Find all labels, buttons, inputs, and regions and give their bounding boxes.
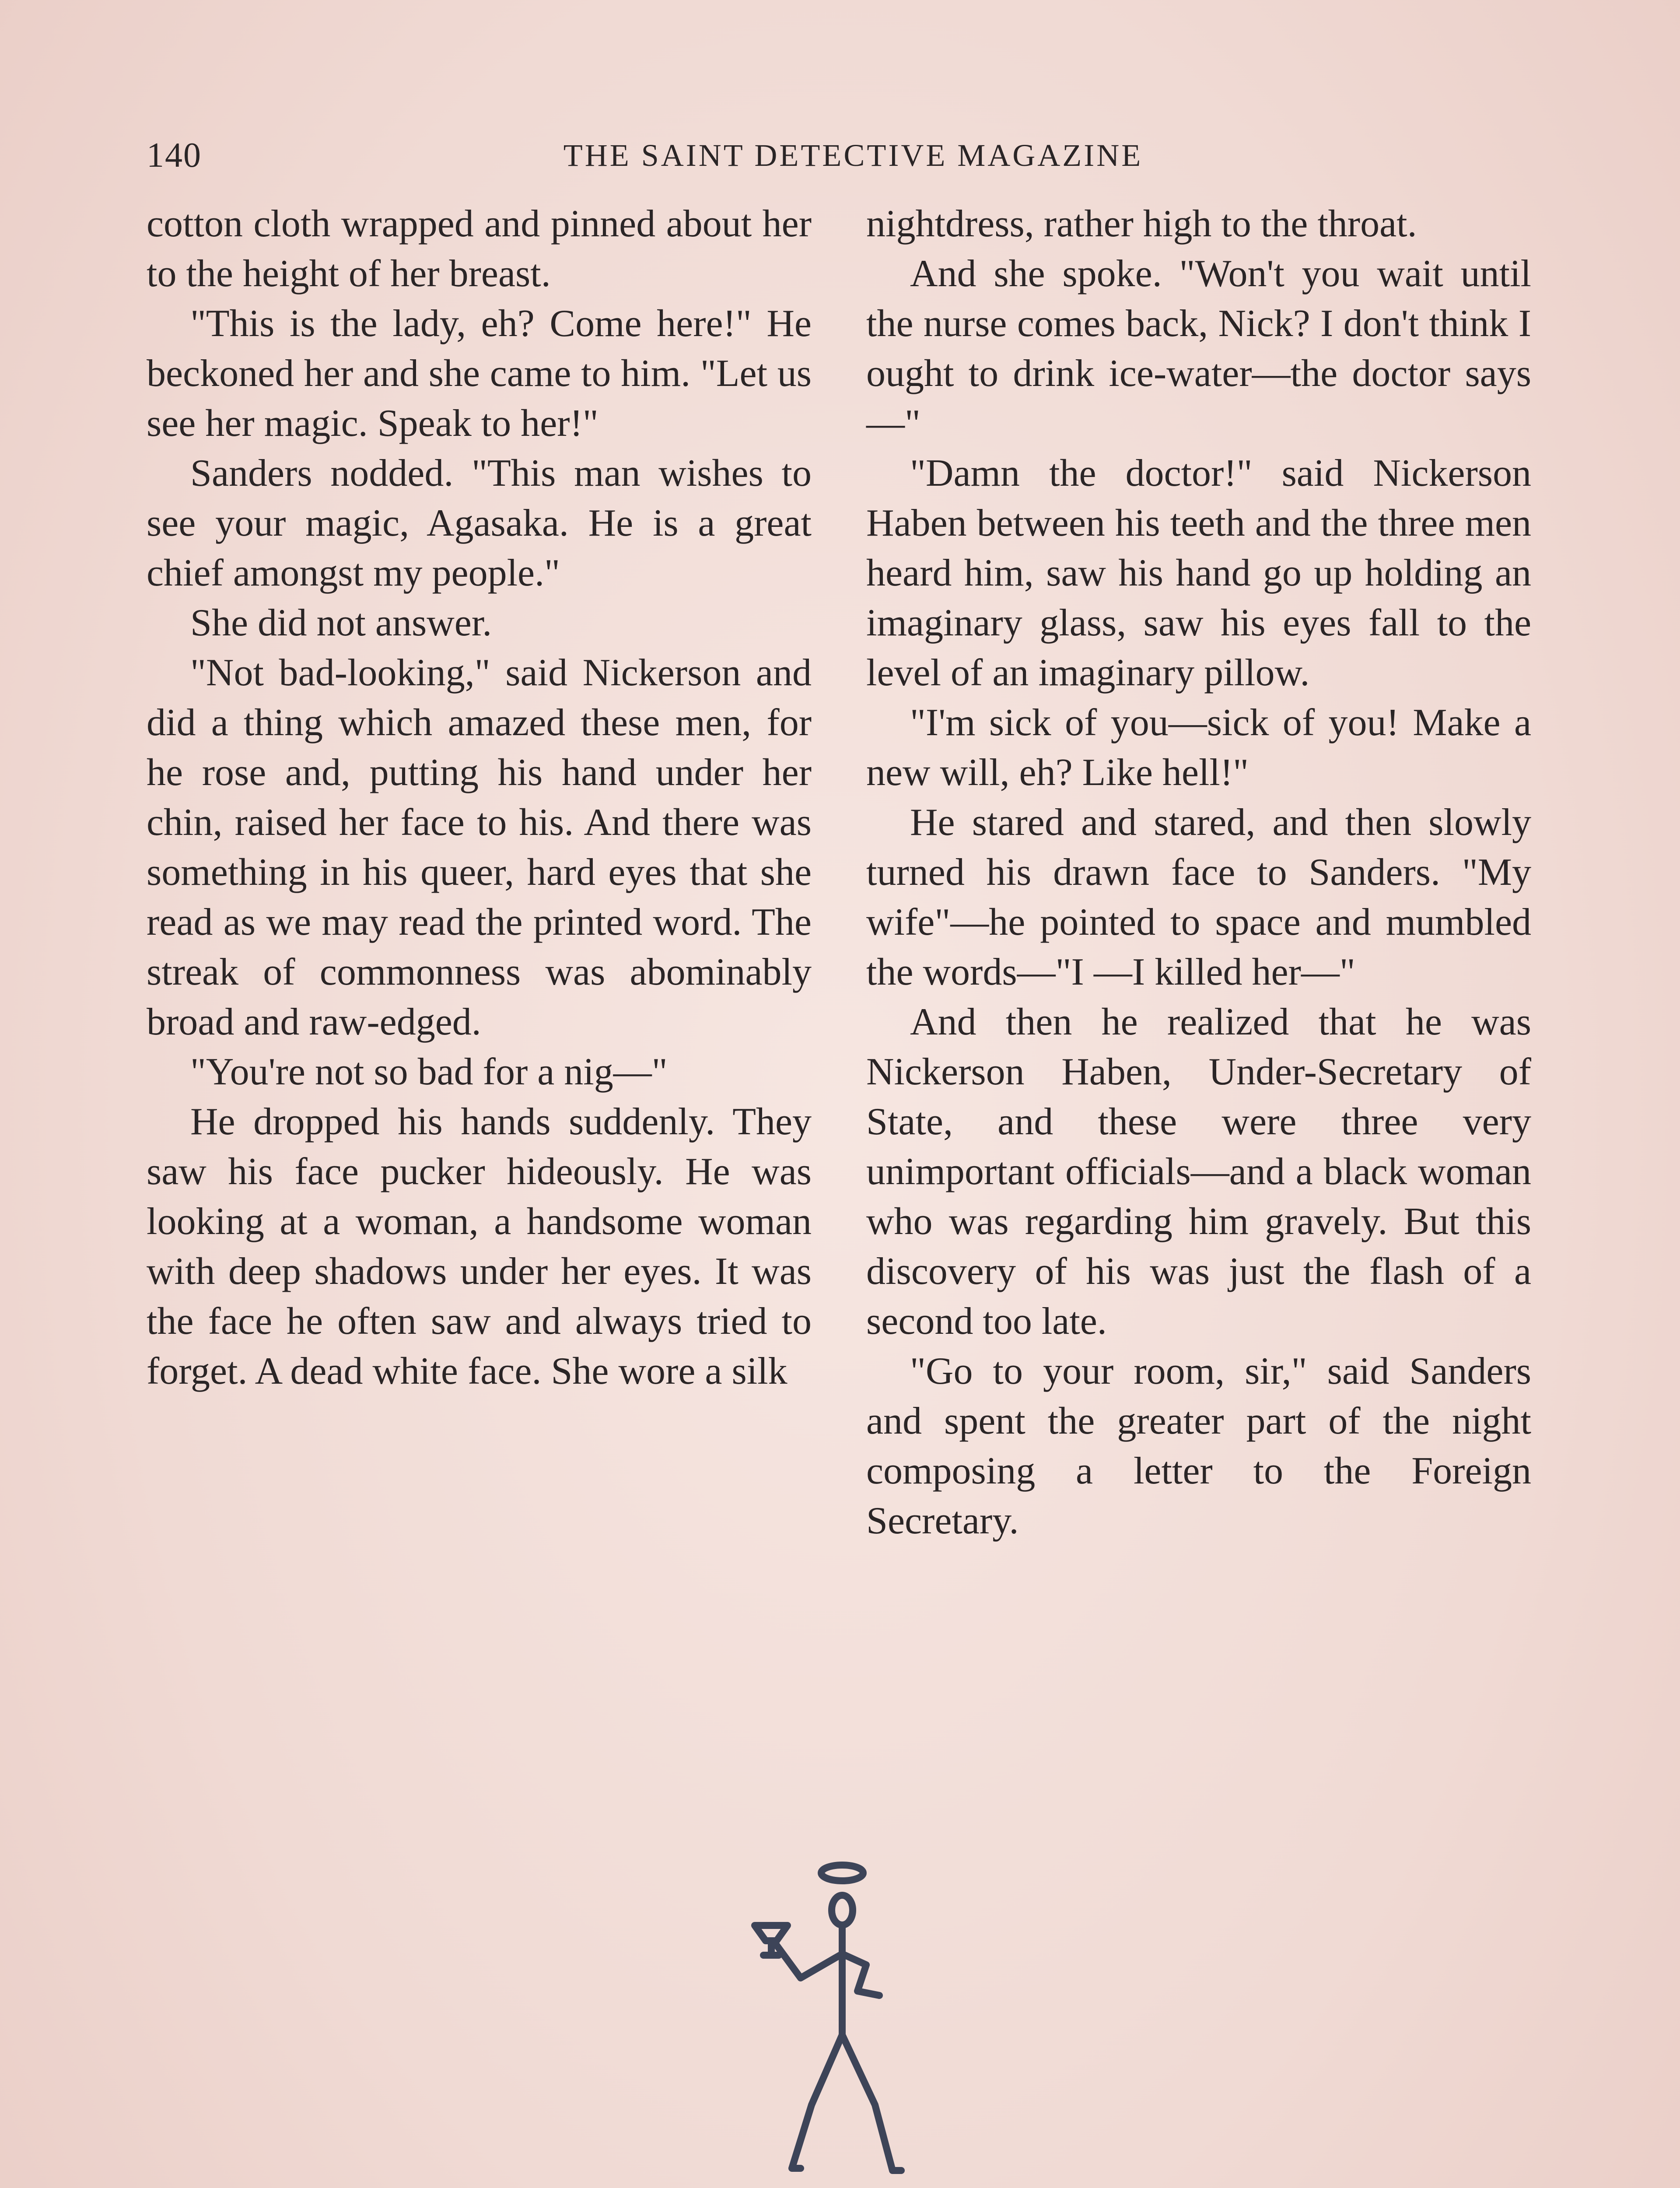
running-head: THE SAINT DETECTIVE MAGAZINE — [563, 138, 1143, 173]
paragraph: And she spoke. "Won't you wait until the nurse comes back, Nick? I don't think I ought to drink ice-water—the doctor says—" — [866, 252, 1531, 445]
paragraph: He stared and stared, and then slowly turned his drawn face to Sanders. "My wife"—he pointed to space and mumbled the words—"I —I killed her—" — [866, 801, 1531, 993]
page-header — [0, 131, 1680, 179]
paragraph: "Damn the doctor!" said Nickerson Haben between his teeth and the three men heard him, saw his hand go up holding an imaginary glass, saw his eyes fall to the level of an imaginary pillow. — [866, 452, 1531, 694]
paragraph: "Go to your room, sir," said Sanders and spent the greater part of the night composing a letter to the Foreign Secretary. — [866, 1350, 1531, 1542]
paragraph: "This is the lady, eh? Come here!" He beckoned her and she came to him. "Let us see her magic. Speak to her!" — [147, 302, 812, 445]
paragraph: "You're not so bad for a nig—" — [190, 1051, 668, 1093]
left-text-column — [147, 199, 812, 1396]
paragraph: nightdress, rather high to the throat. — [866, 203, 1417, 245]
paragraph: Sanders nodded. "This man wishes to see your magic, Agasaka. He is a great chief amongst my people." — [147, 452, 812, 594]
right-text-column — [866, 199, 1531, 1546]
paragraph: She did not answer. — [190, 602, 492, 644]
paragraph: He dropped his hands suddenly. They saw his face pucker hideously. He was looking at a woman, a handsome woman with deep shadows under her eyes. It was the face he often saw and always tried to forget. A dead white face. She wore a silk — [147, 1101, 812, 1392]
paragraph: cotton cloth wrapped and pinned about her to the height of her breast. — [147, 203, 812, 295]
paragraph: "I'm sick of you—sick of you! Make a new will, eh? Like hell!" — [866, 701, 1531, 794]
paragraph: And then he realized that he was Nickerson Haben, Under-Secretary of State, and these were three very unimportant officials—and a black woman who was regarding him gravely. But this discovery of his was just the flash of a second too late. — [866, 1001, 1531, 1343]
paragraph: "Not bad-looking," said Nickerson and did a thing which amazed these men, for he rose and, putting his hand under her chin, raised her face to his. And there was something in his queer, hard eyes that she read as we may read the printed word. The streak of commonness was abominably broad and raw-edged. — [147, 652, 812, 1043]
saint-stick-figure-with-halo-and-glass-icon — [735, 1860, 928, 2184]
page-number: 140 — [147, 136, 202, 175]
